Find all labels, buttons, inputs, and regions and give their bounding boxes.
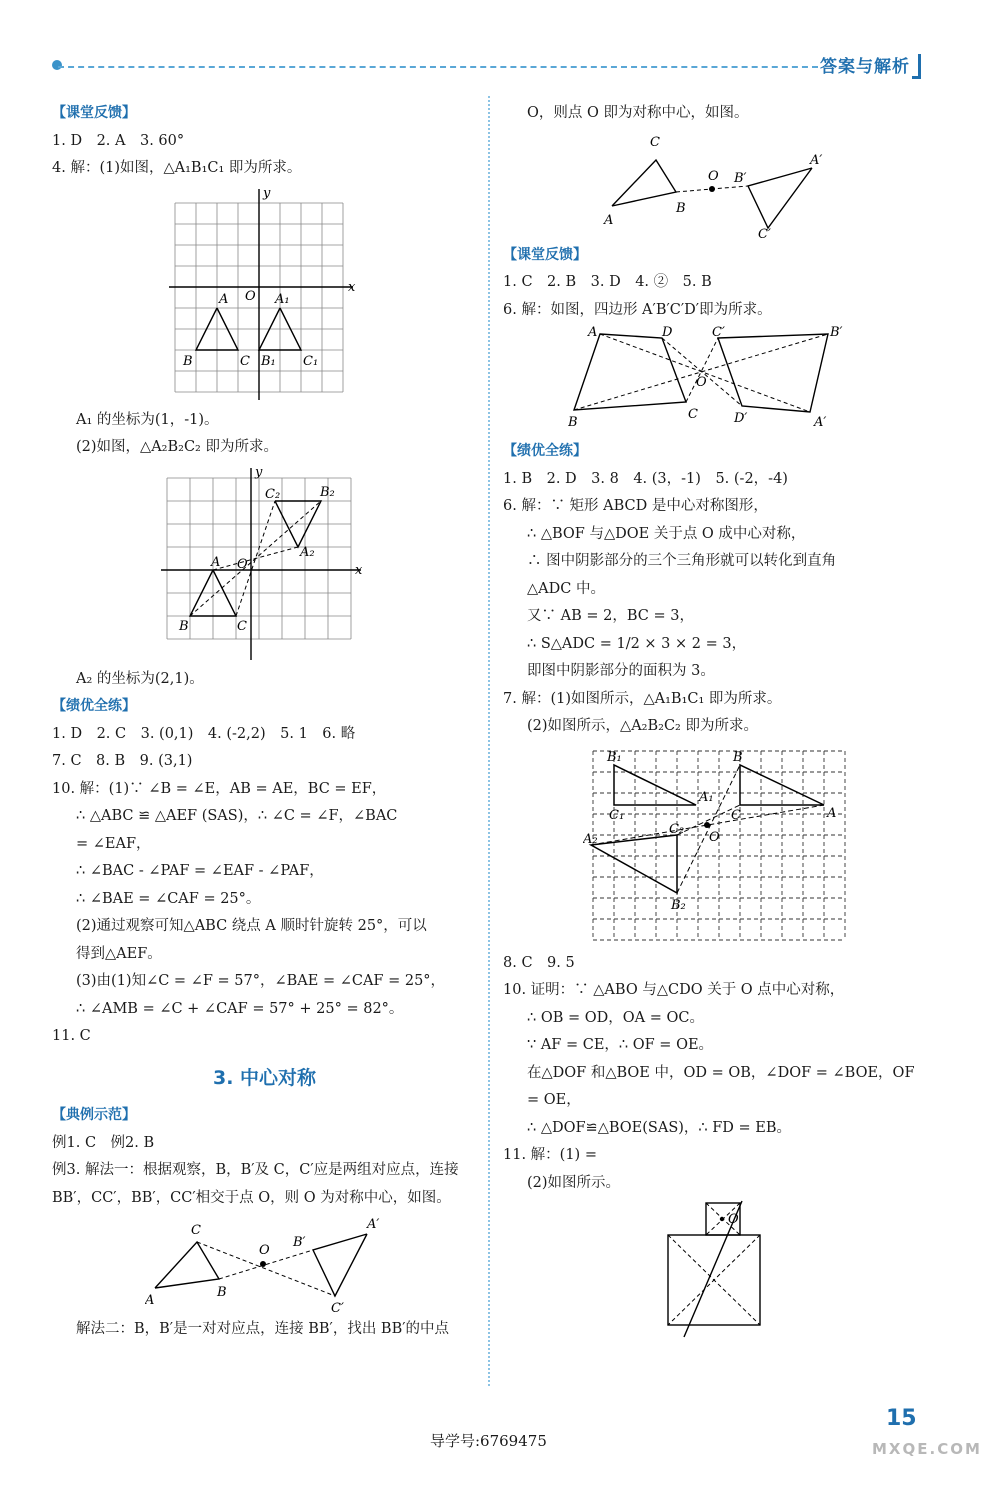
point-label: A′: [810, 152, 823, 168]
point-label: B₂: [319, 484, 335, 500]
point-label: O: [236, 556, 248, 572]
point-label: A: [588, 326, 598, 340]
watermark: MXQE.COM: [872, 1440, 982, 1458]
point-label: C₂: [264, 486, 280, 502]
point-label: B: [216, 1285, 227, 1300]
page-number: 15: [886, 1406, 917, 1431]
answer-line: ∵ AF = CE，∴ OF = OE。: [527, 1037, 714, 1053]
answer-line: 例3. 解法一：根据观察，B，B′及 C，C′应是两组对应点，连接: [52, 1162, 459, 1178]
left-column: [52, 100, 477, 1344]
answer-line: 11. 解：(1) =: [503, 1147, 597, 1163]
chapter-title: 3. 中心对称: [212, 1066, 317, 1089]
point-label: D′: [734, 411, 748, 426]
answer-line: A₂ 的坐标为(2,1)。: [76, 670, 204, 687]
point-label: C: [239, 353, 250, 369]
answer-line: ∴ ∠BAE = ∠CAF = 25°。: [76, 890, 261, 907]
grid-figure-3: [583, 743, 853, 948]
point-label: C₁: [609, 807, 625, 823]
answer-line: 6. 解：如图，四边形 A′B′C′D′即为所求。: [503, 301, 772, 318]
answer-line: A₁ 的坐标为(1，-1)。: [76, 411, 219, 428]
point-label: B′: [292, 1235, 306, 1250]
answer-line: 6. 解：∵ 矩形 ABCD 是中心对称图形，: [503, 498, 768, 514]
answer-line: (2)如图，△A₂B₂C₂ 即为所求。: [76, 439, 278, 455]
symmetry-figure-2: [598, 130, 838, 240]
point-label: y: [262, 185, 270, 201]
point-label: B′: [830, 326, 843, 340]
point-label: O: [696, 375, 707, 390]
column-divider: [488, 96, 490, 1386]
point-label: C: [731, 807, 741, 823]
answer-line: ∴ OB = OD，OA = OC。: [527, 1009, 704, 1026]
point-label: C₂: [669, 821, 685, 837]
answer-line: 8. C 9. 5: [503, 954, 575, 971]
point-label: A: [604, 212, 614, 228]
answer-line: 1. C 2. B 3. D 4. ② 5. B: [503, 274, 712, 290]
point-label: A: [144, 1293, 154, 1308]
section-heading: 【 课堂反馈 】: [52, 100, 477, 128]
answer-line: 又∵ AB = 2，BC = 3，: [527, 608, 694, 624]
point-label: A₁: [274, 291, 290, 307]
answer-line: (2)如图所示，△A₂B₂C₂ 即为所求。: [527, 718, 758, 734]
point-label: O: [709, 829, 720, 845]
point-label: A: [827, 805, 837, 821]
point-label: B: [568, 415, 578, 430]
point-label: B₁: [260, 353, 276, 369]
point-label: C: [236, 618, 247, 634]
answer-line: 在△DOF 和△BOE 中，OD = OB，∠DOF = ∠BOE，OF: [527, 1064, 915, 1081]
answer-line: 得到△AEF。: [76, 945, 162, 962]
answer-line: 10. 证明：∵ △ABO 与△CDO 关于 O 点中心对称，: [503, 982, 845, 998]
point-label: B: [178, 618, 189, 634]
section-heading: 【 典例示范 】: [52, 1102, 477, 1130]
section-heading: 【 课堂反馈 】: [503, 242, 933, 270]
header-bracket: [912, 54, 921, 79]
header-title: 答案与解析: [820, 57, 910, 77]
answer-line: 10. 解：(1)∵ ∠B = ∠E，AB = AE，BC = EF，: [52, 780, 387, 797]
answer-line: BB′，CC′，BB′，CC′相交于点 O，则 O 为对称中心，如图。: [52, 1189, 451, 1206]
point-label: x: [354, 562, 362, 578]
answer-line: ∴ S△ADC = 1/2 × 3 × 2 = 3，: [527, 635, 747, 652]
point-label: A₂: [583, 831, 598, 847]
point-label: B: [182, 353, 193, 369]
point-label: B: [733, 749, 743, 765]
answer-line: 例1. C 例2. B: [52, 1134, 155, 1151]
answer-line: 1. D 2. C 3. (0,1) 4. (-2,2) 5. 1 6. 略: [52, 725, 356, 742]
point-label: C₁: [302, 353, 318, 369]
point-label: O: [244, 288, 256, 304]
answer-line: ∴ 图中阴影部分的三个三角形就可以转化到直角: [527, 553, 837, 569]
grid-figure-1: [165, 185, 365, 405]
point-label: A′: [366, 1217, 379, 1232]
answer-line: 1. D 2. A 3. 60°: [52, 132, 185, 149]
answer-line: ∴ △ABC ≌ △AEF (SAS)，∴ ∠C = ∠F，∠BAC: [76, 808, 398, 824]
section-heading: 【 绩优全练 】: [503, 438, 933, 466]
point-label: B₁: [607, 749, 622, 765]
answer-line: ∴ ∠AMB = ∠C + ∠CAF = 57° + 25° = 82°。: [76, 1000, 404, 1017]
answer-line: O，则点 O 即为对称中心，如图。: [527, 105, 749, 121]
point-label: D: [662, 326, 673, 340]
answer-line: ∴ ∠BAC - ∠PAF = ∠EAF - ∠PAF，: [76, 863, 324, 879]
point-label: O: [728, 1212, 739, 1227]
point-label: C: [190, 1223, 201, 1238]
point-label: B: [676, 200, 686, 216]
point-label: y: [254, 464, 262, 480]
footer-code: 导学号:6769475: [430, 1432, 547, 1450]
point-label: B₂: [671, 897, 686, 913]
answer-line: 解法二：B，B′是一对对应点，连接 BB′，找出 BB′的中点: [76, 1321, 450, 1337]
symmetry-figure-1: [145, 1214, 385, 1314]
answer-line: ∴ △DOF≌△BOE(SAS)，∴ FD = EB。: [527, 1119, 792, 1136]
point-label: A: [210, 554, 220, 570]
point-label: C: [688, 407, 698, 422]
point-label: A₁: [699, 789, 714, 805]
answer-line: (3)由(1)知∠C = ∠F = 57°，∠BAE = ∠CAF = 25°，: [76, 973, 446, 989]
point-label: B′: [734, 170, 747, 186]
header-rule: [58, 66, 818, 68]
point-label: C′: [758, 226, 771, 240]
answer-line: = ∠EAF，: [76, 835, 151, 852]
grid-figure-2: [155, 464, 375, 664]
answer-line: ∴ △BOF 与△DOE 关于点 O 成中心对称，: [527, 525, 806, 542]
answer-line: 4. 解：(1)如图，△A₁B₁C₁ 即为所求。: [52, 160, 302, 176]
answer-line: 11. C: [52, 1028, 91, 1044]
quadrilateral-figure: [568, 326, 868, 436]
answer-line: △ADC 中。: [527, 580, 605, 597]
point-label: A: [218, 291, 228, 307]
answer-line: (2)如图所示。: [527, 1174, 621, 1191]
answer-line: = OE，: [527, 1092, 581, 1108]
point-label: C′: [330, 1301, 344, 1314]
point-label: C′: [712, 326, 725, 340]
answer-line: 7. 解：(1)如图所示，△A₁B₁C₁ 即为所求。: [503, 690, 782, 707]
header-dot: [52, 60, 62, 70]
answer-line: 即图中阴影部分的面积为 3。: [527, 663, 715, 679]
answer-line: 7. C 8. B 9. (3,1): [52, 753, 193, 769]
point-label: x: [347, 279, 355, 295]
rectangle-figure: [658, 1199, 778, 1339]
answer-line: 1. B 2. D 3. 8 4. (3，-1) 5. (-2，-4): [503, 470, 788, 487]
point-label: A₂: [299, 544, 315, 560]
point-label: O: [708, 168, 719, 184]
right-column: [503, 100, 933, 1341]
section-heading: 【 绩优全练 】: [52, 693, 477, 721]
point-label: O: [258, 1243, 270, 1258]
answer-line: (2)通过观察可知△ABC 绕点 A 顺时针旋转 25°，可以: [76, 918, 427, 934]
point-label: C: [650, 134, 660, 150]
point-label: A′: [814, 415, 827, 430]
